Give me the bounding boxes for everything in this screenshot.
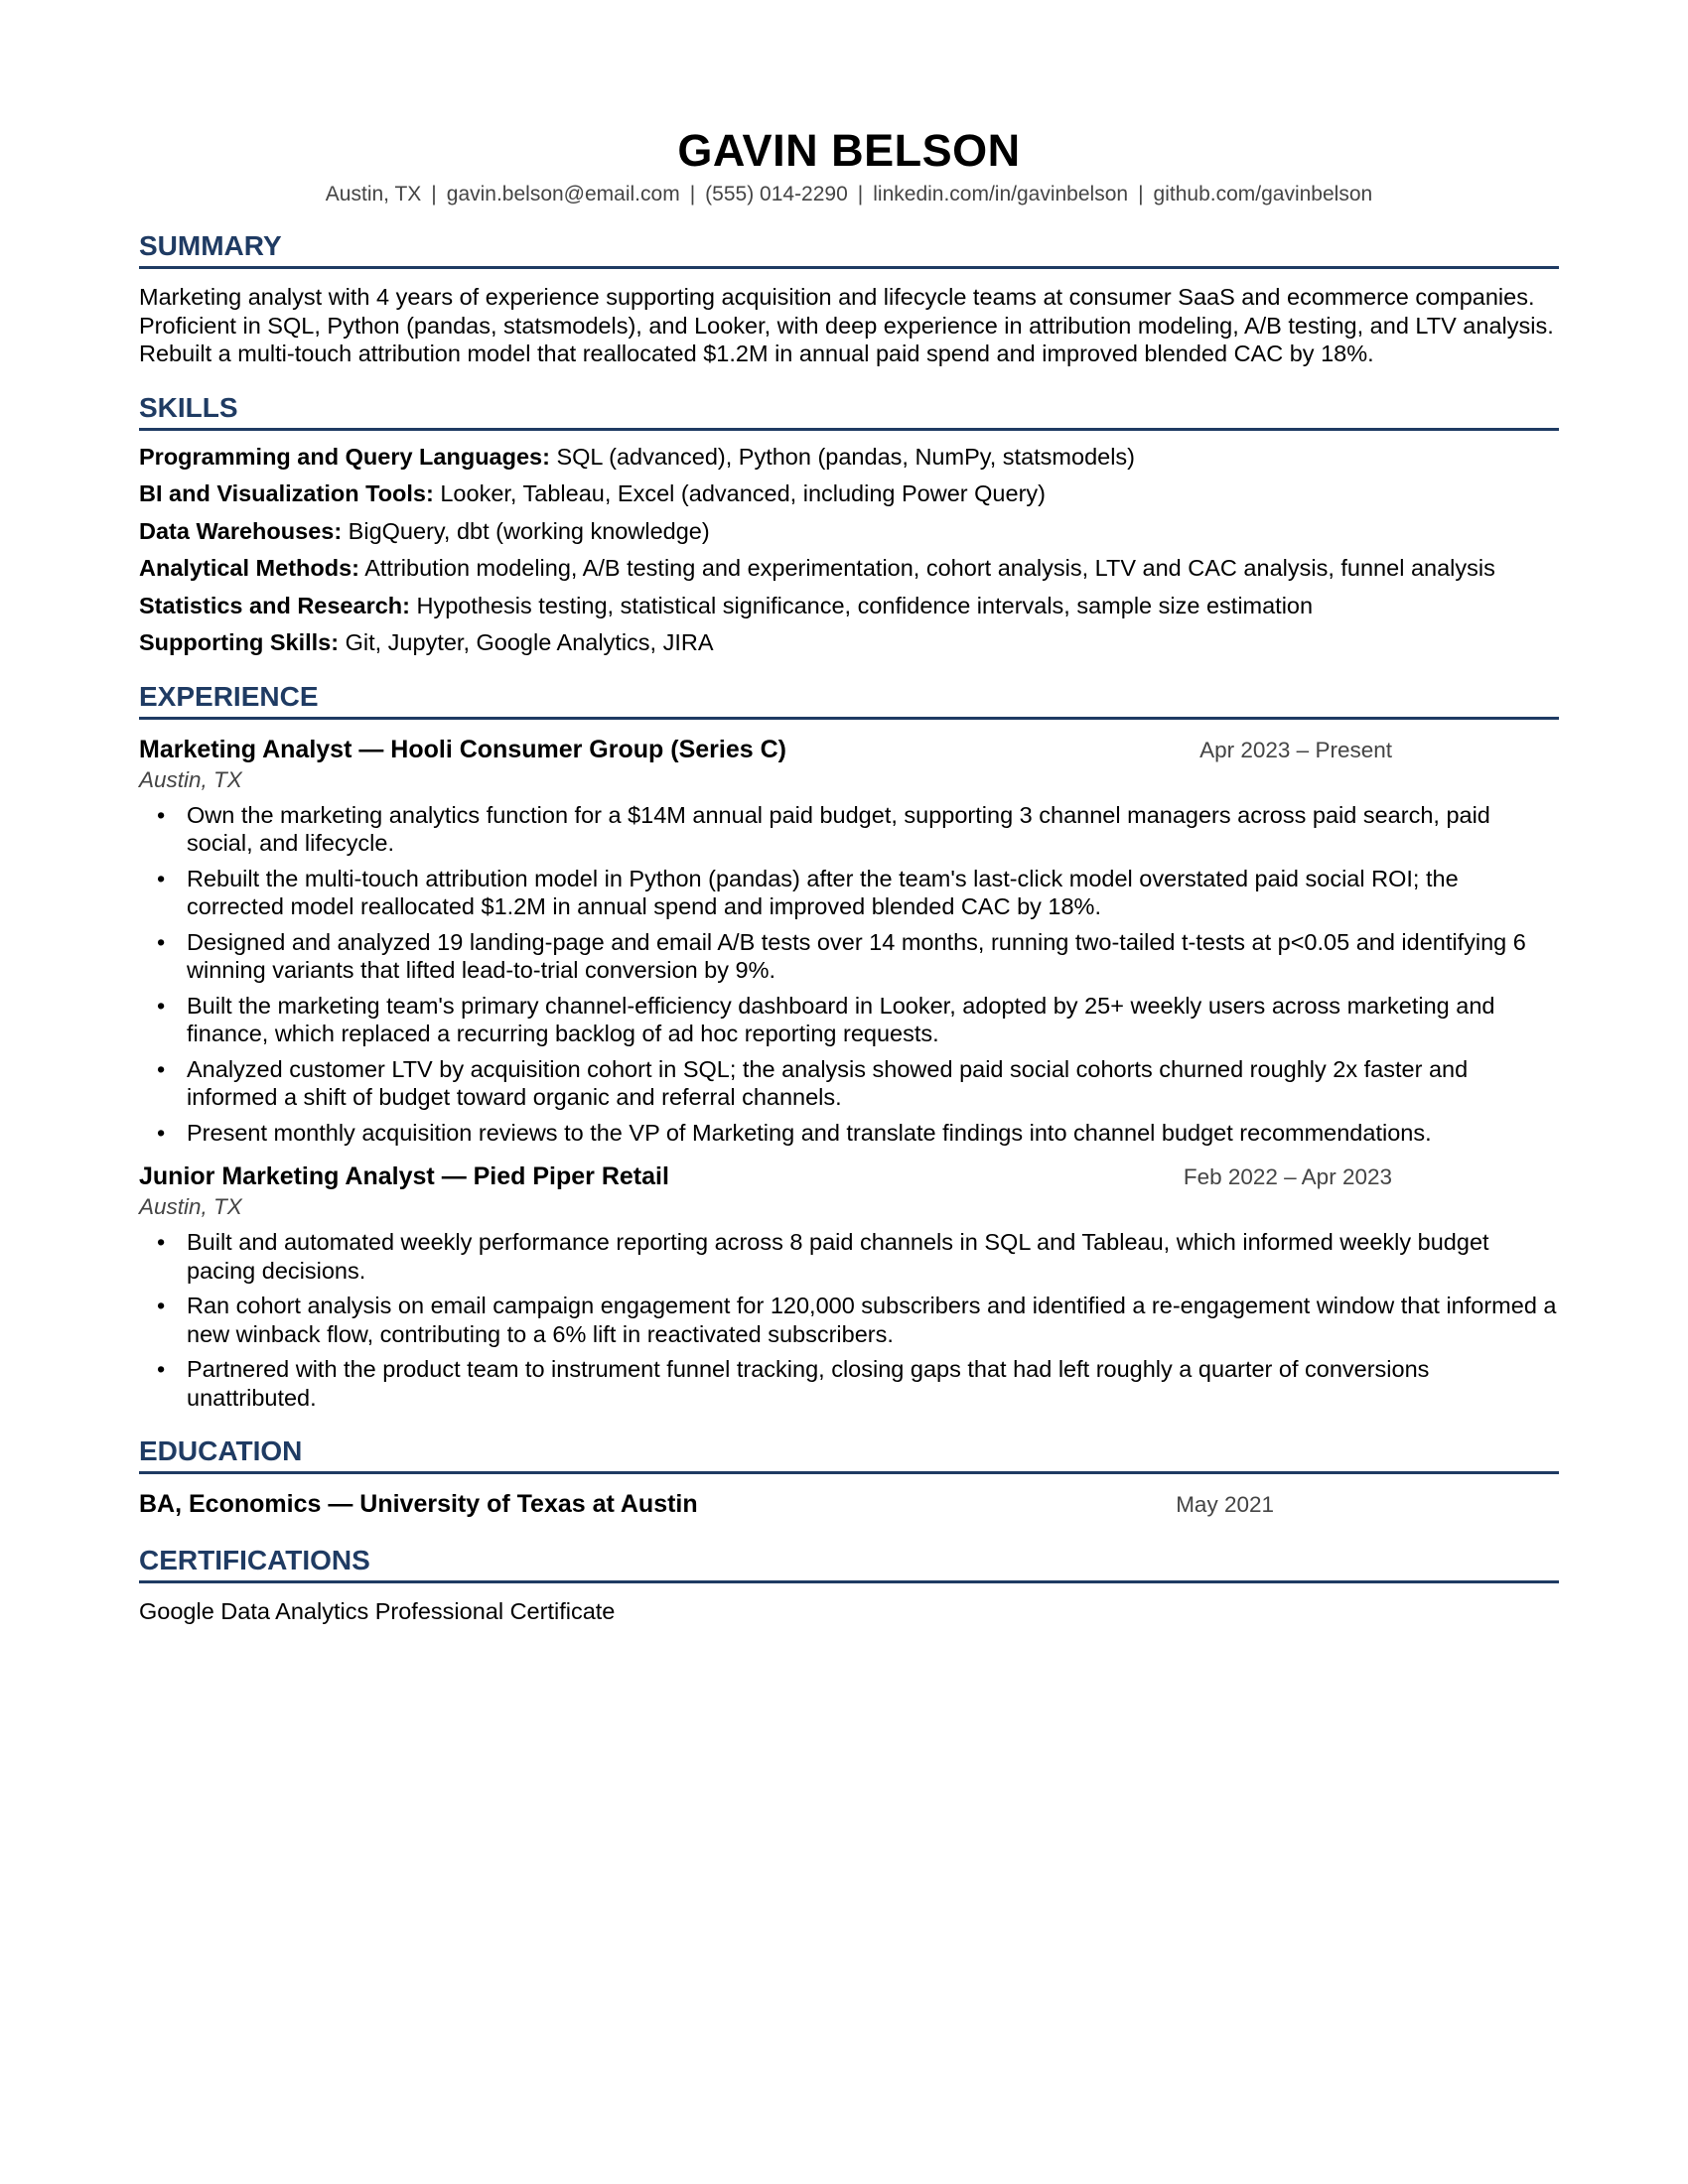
job-title: Marketing Analyst — Hooli Consumer Group (Series C) — [139, 735, 786, 763]
contact-email: gavin.belson@email.com — [446, 183, 680, 205]
bullet-item: • Designed and analyzed 19 landing-page and email A/B tests over 14 months, running two-tailed t-tests at p<0.05 and identifying 6 winning variants that lifted lead-to-trial conversion by 9%. — [139, 928, 1559, 985]
job-title: Junior Marketing Analyst — Pied Piper Retail — [139, 1162, 669, 1190]
bullet-item: • Present monthly acquisition reviews to the VP of Marketing and translate findings into channel budget recommendations. — [139, 1119, 1559, 1148]
resume-page — [139, 123, 1559, 1626]
skill-value: Hypothesis testing, statistical significance, confidence intervals, sample size estimation — [409, 592, 1314, 618]
section-title-skills: SKILLS — [139, 390, 1559, 431]
skill-label: Programming and Query Languages: — [139, 443, 550, 470]
contact-separator: | — [431, 183, 437, 205]
education-section — [139, 1433, 1559, 1521]
experience-section — [139, 679, 1559, 1413]
section-title-certifications: CERTIFICATIONS — [139, 1543, 1559, 1583]
certification-item: Google Data Analytics Professional Certificate — [139, 1598, 616, 1624]
summary-section — [139, 228, 1559, 368]
education-entry — [139, 1488, 1274, 1521]
skill-value: SQL (advanced), Python (pandas, NumPy, statsmodels) — [549, 443, 1136, 470]
job-dates: Apr 2023 – Present — [1199, 737, 1392, 762]
contact-line — [139, 181, 1559, 208]
contact-separator: | — [689, 183, 696, 205]
bullet-item: • Built the marketing team's primary channel-efficiency dashboard in Looker, adopted by 25+ weekly users across marketing and finance, which replaced a recurring backlog of ad hoc reporting requests. — [139, 992, 1559, 1048]
contact-github: github.com/gavinbelson — [1153, 183, 1373, 205]
skill-value: BigQuery, dbt (working knowledge) — [342, 517, 710, 544]
bullet-item: • Analyzed customer LTV by acquisition cohort in SQL; the analysis showed paid social cohorts churned roughly 2x faster and informed a shift of budget toward organic and referral channels. — [139, 1055, 1559, 1112]
bullet-item: • Rebuilt the multi-touch attribution model in Python (pandas) after the team's last-click model overstated paid social ROI; the corrected model reallocated $1.2M in annual spend and improved blended CAC by 18%. — [139, 865, 1559, 921]
section-title-education: EDUCATION — [139, 1433, 1559, 1474]
skill-row — [139, 592, 1559, 620]
skill-row — [139, 517, 1559, 546]
contact-separator: | — [857, 183, 864, 205]
education-date: May 2021 — [1176, 1492, 1274, 1517]
skill-value: Git, Jupyter, Google Analytics, JIRA — [339, 629, 714, 655]
job-bullets — [139, 801, 1559, 1148]
job-header — [139, 1160, 1392, 1193]
contact-separator: | — [1138, 183, 1144, 205]
skill-value: Looker, Tableau, Excel (advanced, including Power Query) — [433, 480, 1046, 506]
skill-row — [139, 554, 1559, 583]
skill-row — [139, 628, 1559, 657]
skill-label: Supporting Skills: — [139, 629, 340, 655]
job-bullets — [139, 1228, 1559, 1412]
skill-label: Analytical Methods: — [139, 555, 359, 581]
skill-value: Attribution modeling, A/B testing and experimentation, cohort analysis, LTV and CAC analysis, funnel analysis — [358, 555, 1495, 581]
summary-text: Marketing analyst with 4 years of experience supporting acquisition and lifecycle teams at consumer SaaS and ecommerce companies. Proficient in SQL, Python (pandas, statsmodels), and Looker, with deep experience in attribution modeling, A/B testing, and LTV analysis. Rebuilt a multi-touch attribution model that reallocated $1.2M in annual paid spend and improved blended CAC by 18%. — [139, 284, 1554, 366]
job-header — [139, 734, 1392, 766]
contact-linkedin: linkedin.com/in/gavinbelson — [873, 183, 1129, 205]
section-title-experience: EXPERIENCE — [139, 679, 1559, 720]
job-location: Austin, TX — [139, 766, 242, 792]
skill-label: Data Warehouses: — [139, 517, 343, 544]
skill-label: BI and Visualization Tools: — [139, 480, 434, 506]
contact-location: Austin, TX — [325, 183, 422, 205]
certifications-section — [139, 1543, 1559, 1626]
bullet-item: • Ran cohort analysis on email campaign engagement for 120,000 subscribers and identified a re-engagement window that informed a new winback flow, contributing to a 6% lift in reactivated subscribers. — [139, 1292, 1559, 1348]
candidate-name: GAVIN BELSON — [677, 125, 1021, 176]
skill-row — [139, 443, 1559, 472]
job-location: Austin, TX — [139, 1194, 242, 1219]
bullet-item: • Partnered with the product team to instrument funnel tracking, closing gaps that had left roughly a quarter of conversions unattributed. — [139, 1355, 1559, 1412]
bullet-item: • Built and automated weekly performance reporting across 8 paid channels in SQL and Tableau, which informed weekly budget pacing decisions. — [139, 1228, 1559, 1285]
job-entry — [139, 1160, 1559, 1412]
section-title-summary: SUMMARY — [139, 228, 1559, 269]
job-dates: Feb 2022 – Apr 2023 — [1183, 1164, 1392, 1189]
education-degree: BA, Economics — University of Texas at Austin — [139, 1490, 698, 1518]
job-entry — [139, 734, 1559, 1148]
skills-section — [139, 390, 1559, 657]
skills-list — [139, 443, 1559, 657]
contact-phone: (555) 014-2290 — [705, 183, 848, 205]
skill-label: Statistics and Research: — [139, 592, 410, 618]
skill-row — [139, 479, 1559, 508]
bullet-item: • Own the marketing analytics function for a $14M annual paid budget, supporting 3 channel managers across paid search, paid social, and lifecycle. — [139, 801, 1559, 858]
